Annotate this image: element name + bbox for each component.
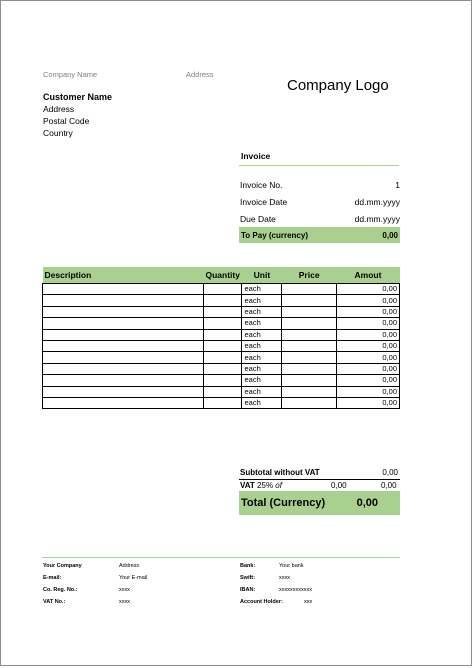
footer-divider xyxy=(42,557,400,558)
vat-of: of xyxy=(275,481,282,490)
vat-value: 0,00 xyxy=(381,481,397,490)
description-cell[interactable] xyxy=(43,386,204,397)
amount-cell: 0,00 xyxy=(336,306,399,317)
description-cell[interactable] xyxy=(43,340,204,351)
footer-label: Swift: xyxy=(240,575,255,581)
price-cell[interactable] xyxy=(282,340,337,351)
header-quantity: Quantity xyxy=(203,267,242,284)
invoice-number-row xyxy=(240,180,400,190)
customer-country: Country xyxy=(43,128,73,138)
price-cell[interactable] xyxy=(282,352,337,363)
price-cell[interactable] xyxy=(282,306,337,317)
subtotal-divider xyxy=(239,479,400,480)
company-name: Company Name xyxy=(43,70,98,79)
header-description: Description xyxy=(43,267,204,284)
invoice-date-value: dd.mm.yyyy xyxy=(354,197,400,207)
footer-value: Your bank xyxy=(279,563,304,569)
amount-cell: 0,00 xyxy=(336,284,399,295)
unit-cell[interactable]: each xyxy=(242,306,282,317)
subtotal-value: 0,00 xyxy=(382,468,398,477)
unit-cell[interactable]: each xyxy=(242,329,282,340)
vat-rate: 25% xyxy=(257,481,274,490)
total-label: Total (Currency) xyxy=(241,497,326,509)
description-cell[interactable] xyxy=(43,306,204,317)
table-row xyxy=(43,397,400,408)
description-cell[interactable] xyxy=(43,375,204,386)
quantity-cell[interactable] xyxy=(203,318,242,329)
footer-value: xxxx xyxy=(119,599,130,605)
vat-line xyxy=(240,481,282,490)
description-cell[interactable] xyxy=(43,284,204,295)
to-pay-value: 0,00 xyxy=(382,230,398,240)
quantity-cell[interactable] xyxy=(203,284,242,295)
items-table xyxy=(42,267,400,409)
footer-label: Bank: xyxy=(240,563,256,569)
invoice-number-label: Invoice No. xyxy=(240,180,283,190)
description-cell[interactable] xyxy=(43,295,204,306)
unit-cell[interactable]: each xyxy=(242,295,282,306)
unit-cell[interactable]: each xyxy=(242,318,282,329)
header-price: Price xyxy=(282,267,337,284)
price-cell[interactable] xyxy=(282,386,337,397)
due-date-value: dd.mm.yyyy xyxy=(354,214,400,224)
description-cell[interactable] xyxy=(43,397,204,408)
quantity-cell[interactable] xyxy=(203,295,242,306)
description-cell[interactable] xyxy=(43,329,204,340)
to-pay-label: To Pay (currency) xyxy=(241,230,308,240)
table-row xyxy=(43,375,400,386)
quantity-cell[interactable] xyxy=(203,306,242,317)
description-cell[interactable] xyxy=(43,352,204,363)
table-row xyxy=(43,306,400,317)
unit-cell[interactable]: each xyxy=(242,352,282,363)
price-cell[interactable] xyxy=(282,375,337,386)
amount-cell: 0,00 xyxy=(336,397,399,408)
invoice-number-value: 1 xyxy=(395,180,400,190)
subtotal-label: Subtotal without VAT xyxy=(240,468,320,477)
header-amount: Amout xyxy=(336,267,399,284)
footer-value: xxxxxxxxxxxx xyxy=(279,587,312,593)
amount-cell: 0,00 xyxy=(336,386,399,397)
invoice-title: Invoice xyxy=(241,151,271,161)
unit-cell[interactable]: each xyxy=(242,284,282,295)
table-row xyxy=(43,284,400,295)
header-unit: Unit xyxy=(242,267,282,284)
due-date-label: Due Date xyxy=(240,214,276,224)
invoice-title-underline xyxy=(239,165,399,166)
footer-value: xxxx xyxy=(119,587,130,593)
footer-label: Co. Reg. No.: xyxy=(43,587,78,593)
quantity-cell[interactable] xyxy=(203,397,242,408)
invoice-date-label: Invoice Date xyxy=(240,197,288,207)
table-row xyxy=(43,352,400,363)
footer-label: Your Company xyxy=(43,563,82,569)
price-cell[interactable] xyxy=(282,295,337,306)
to-pay-bar xyxy=(239,227,400,243)
subtotal-row xyxy=(240,468,398,477)
quantity-cell[interactable] xyxy=(203,329,242,340)
unit-cell[interactable]: each xyxy=(242,363,282,374)
vat-base: 0,00 xyxy=(331,481,347,490)
footer-label: Account Holder: xyxy=(240,599,283,605)
quantity-cell[interactable] xyxy=(203,375,242,386)
quantity-cell[interactable] xyxy=(203,386,242,397)
invoice-date-row xyxy=(240,197,400,207)
unit-cell[interactable]: each xyxy=(242,397,282,408)
company-logo: Company Logo xyxy=(287,77,389,94)
footer-label: E-mail: xyxy=(43,575,62,581)
customer-postal-code: Postal Code xyxy=(43,116,90,126)
price-cell[interactable] xyxy=(282,329,337,340)
table-row xyxy=(43,340,400,351)
amount-cell: 0,00 xyxy=(336,352,399,363)
price-cell[interactable] xyxy=(282,284,337,295)
description-cell[interactable] xyxy=(43,318,204,329)
table-row xyxy=(43,386,400,397)
amount-cell: 0,00 xyxy=(336,340,399,351)
price-cell[interactable] xyxy=(282,397,337,408)
table-row xyxy=(43,295,400,306)
items-header-row xyxy=(43,267,400,284)
unit-cell[interactable]: each xyxy=(242,375,282,386)
amount-cell: 0,00 xyxy=(336,295,399,306)
table-row xyxy=(43,318,400,329)
amount-cell: 0,00 xyxy=(336,329,399,340)
due-date-row xyxy=(240,214,400,224)
footer-label: IBAN: xyxy=(240,587,256,593)
customer-name: Customer Name xyxy=(43,92,113,102)
table-row xyxy=(43,329,400,340)
amount-cell: 0,00 xyxy=(336,375,399,386)
quantity-cell[interactable] xyxy=(203,340,242,351)
quantity-cell[interactable] xyxy=(203,363,242,374)
footer-value: Address xyxy=(119,563,140,569)
amount-cell: 0,00 xyxy=(336,318,399,329)
table-row xyxy=(43,363,400,374)
company-address: Address xyxy=(186,70,214,79)
unit-cell[interactable]: each xyxy=(242,340,282,351)
price-cell[interactable] xyxy=(282,363,337,374)
price-cell[interactable] xyxy=(282,318,337,329)
quantity-cell[interactable] xyxy=(203,352,242,363)
footer-label: VAT No.: xyxy=(43,599,66,605)
customer-address: Address xyxy=(43,104,75,114)
footer-value: Your E-mail xyxy=(119,575,148,581)
total-bar xyxy=(239,491,400,515)
amount-cell: 0,00 xyxy=(336,363,399,374)
description-cell[interactable] xyxy=(43,363,204,374)
unit-cell[interactable]: each xyxy=(242,386,282,397)
vat-label: VAT xyxy=(240,481,255,490)
total-value: 0,00 xyxy=(356,497,378,509)
footer-value: xxx xyxy=(304,599,313,605)
footer-value: xxxx xyxy=(279,575,290,581)
